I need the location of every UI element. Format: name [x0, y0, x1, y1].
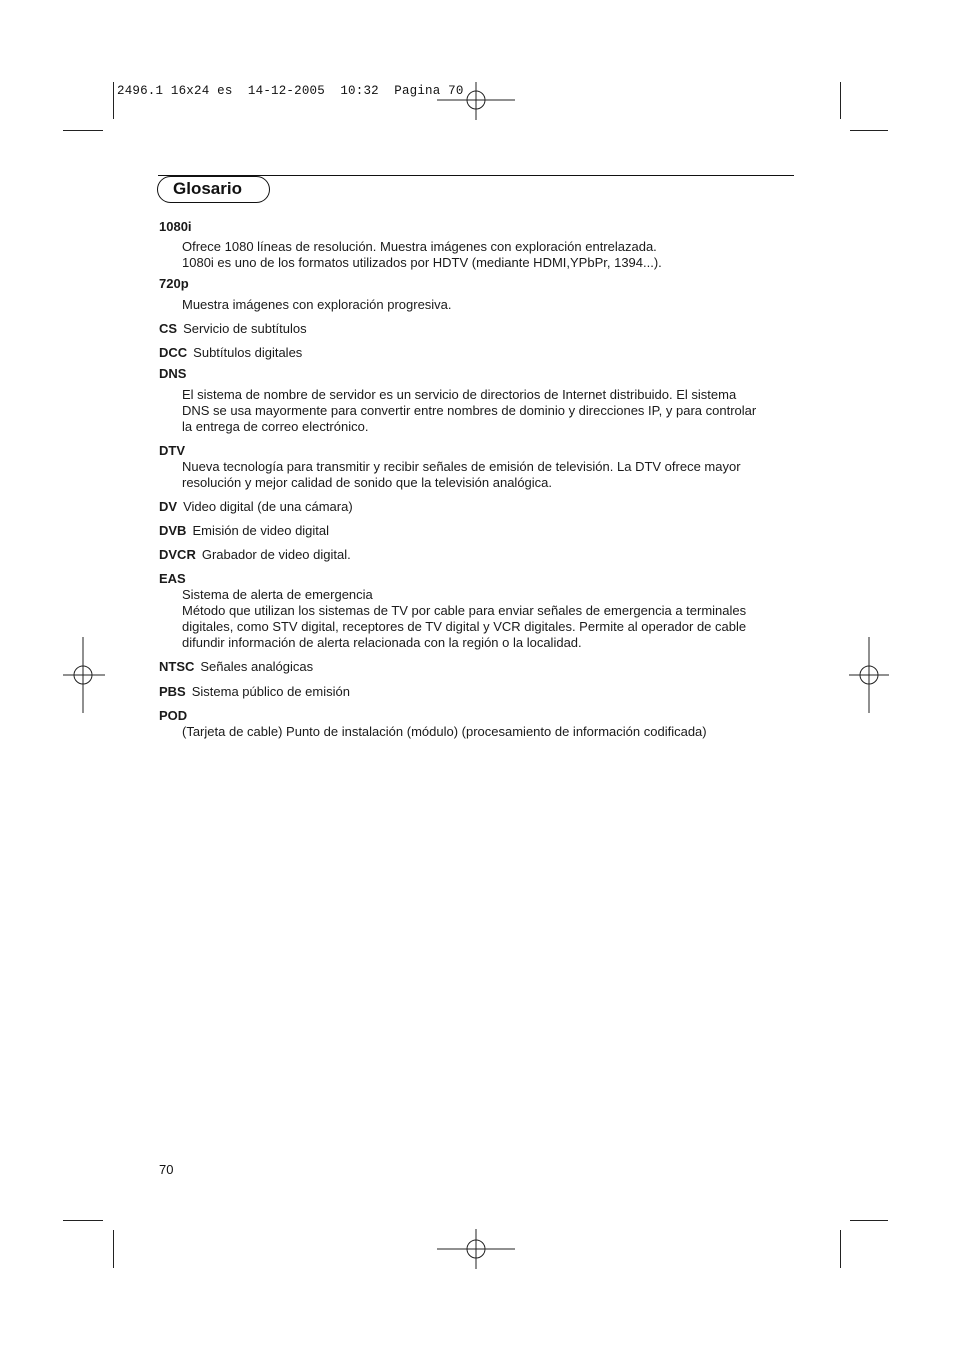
definition-line: Sistema de alerta de emergencia	[182, 587, 373, 602]
crop-mark	[850, 130, 888, 131]
glossary-term: 1080i	[159, 219, 192, 234]
definition-line: El sistema de nombre de servidor es un servicio de directorios de Internet distribuido. El sistema	[182, 387, 737, 402]
glossary-definition	[182, 387, 799, 435]
definition-line: (Tarjeta de cable) Punto de instalación (módulo) (procesamiento de información codificada)	[182, 724, 707, 739]
glossary-definition	[182, 297, 799, 313]
glossary-term: DNS	[159, 366, 187, 381]
glossary-entry-dvb	[159, 523, 799, 539]
definition-line: Ofrece 1080 líneas de resolución. Muestra imágenes con exploración entrelazada.	[182, 239, 657, 254]
glossary-definition	[182, 459, 799, 491]
glossary-definition	[182, 587, 799, 651]
definition-line: Muestra imágenes con exploración progresiva.	[182, 297, 452, 312]
glossary-term: DV	[159, 499, 178, 514]
glossary-entry-cs	[159, 321, 799, 337]
glossary-definition: Video digital (de una cámara)	[183, 499, 353, 514]
glossary-definition: Emisión de video digital	[192, 523, 330, 538]
registration-mark-icon	[849, 637, 891, 715]
glossary-term: DVB	[159, 523, 187, 538]
glossary-definition: Servicio de subtítulos	[183, 321, 307, 336]
glossary-definition: Grabador de video digital.	[201, 547, 351, 562]
glossary-term: 720p	[159, 276, 189, 291]
glossary-term: CS	[159, 321, 178, 336]
glossary-term: DVCR	[159, 547, 196, 562]
glossary-entry-dtv	[159, 443, 799, 491]
registration-mark-icon	[437, 1229, 517, 1269]
glossary-entry-pod	[159, 708, 799, 740]
glossary-definition: Sistema público de emisión	[191, 684, 350, 699]
glossary-definition	[182, 724, 799, 740]
glossary-definition: Señales analógicas	[200, 659, 314, 674]
glossary-term: POD	[159, 708, 188, 723]
crop-mark	[850, 1220, 888, 1221]
glossary-list	[159, 219, 799, 740]
glossary-entry-dns	[159, 366, 799, 435]
glossary-entry-720p	[159, 276, 799, 313]
glossary-term: DCC	[159, 345, 188, 360]
section-title-box	[157, 176, 270, 203]
crop-mark	[113, 82, 114, 119]
page-title: Glosario	[173, 179, 242, 198]
crop-mark	[840, 82, 841, 119]
glossary-term: DTV	[159, 443, 185, 458]
glossary-term: NTSC	[159, 659, 195, 674]
page-number: 70	[159, 1162, 174, 1177]
glossary-term: EAS	[159, 571, 186, 586]
crop-mark	[840, 1230, 841, 1268]
glossary-definition	[182, 239, 799, 271]
glossary-entry-dvcr	[159, 547, 799, 563]
glossary-term: PBS	[159, 684, 186, 699]
crop-mark	[63, 130, 103, 131]
glossary-entry-pbs	[159, 684, 799, 700]
glossary-entry-1080i	[159, 219, 799, 271]
glossary-definition: Subtítulos digitales	[193, 345, 303, 360]
glossary-entry-eas	[159, 571, 799, 651]
definition-line: DNS se usa mayormente para convertir entre nombres de dominio y direcciones IP, y para controlar	[182, 403, 757, 418]
definition-line: digitales, como STV digital, receptores de TV digital y VCR digitales. Permite al operador de cable	[182, 619, 747, 634]
print-header: 2496.1 16x24 es 14-12-2005 10:32 Pagina 70	[117, 84, 464, 98]
definition-line: difundir información de alerta relacionada con la región o la localidad.	[182, 635, 582, 650]
registration-mark-icon	[437, 82, 517, 122]
registration-mark-icon	[63, 637, 105, 715]
definition-line: 1080i es uno de los formatos utilizados por HDTV (mediante HDMI,YPbPr, 1394...).	[182, 255, 662, 270]
crop-mark	[113, 1230, 114, 1268]
definition-line: resolución y mejor calidad de sonido que la televisión analógica.	[182, 475, 553, 490]
crop-mark	[63, 1220, 103, 1221]
glossary-entry-dcc	[159, 345, 799, 361]
definition-line: la entrega de correo electrónico.	[182, 419, 369, 434]
glossary-entry-ntsc	[159, 659, 799, 675]
definition-line: Nueva tecnología para transmitir y recibir señales de emisión de televisión. La DTV ofrece mayor	[182, 459, 741, 474]
glossary-entry-dv	[159, 499, 799, 515]
definition-line: Método que utilizan los sistemas de TV por cable para enviar señales de emergencia a terminales	[182, 603, 747, 618]
